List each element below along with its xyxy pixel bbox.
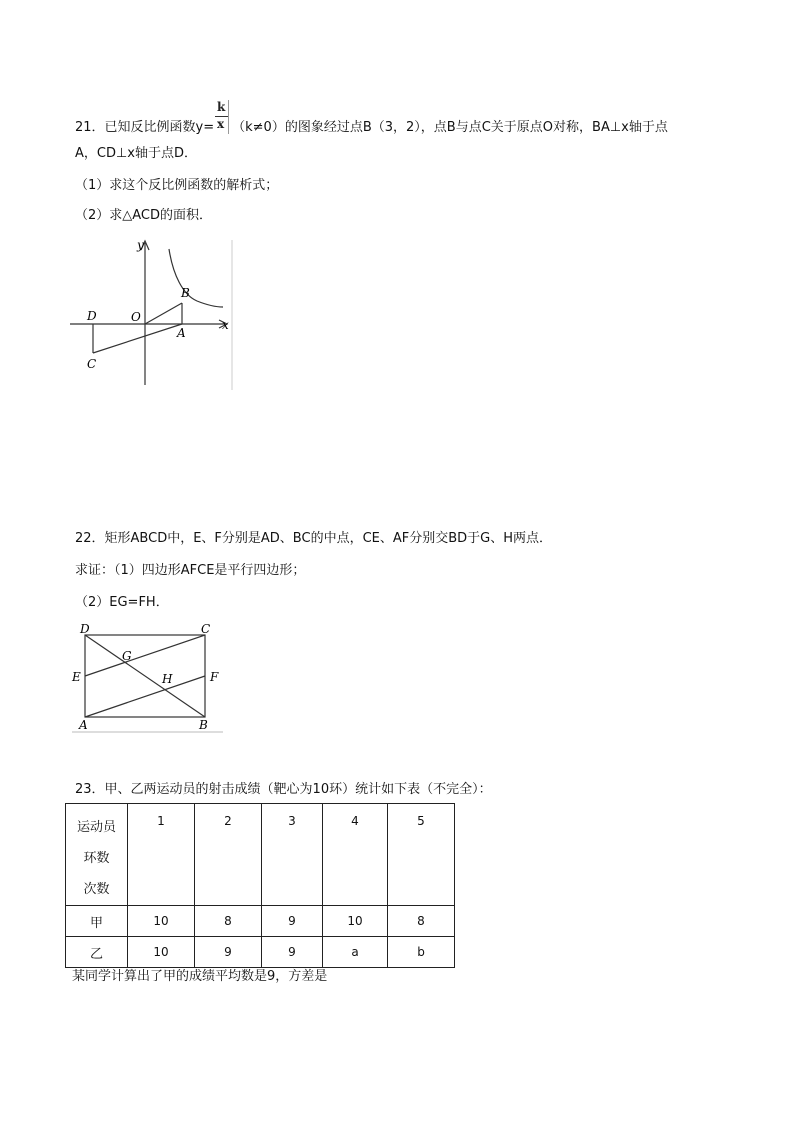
label-f: F — [210, 670, 219, 684]
col-4-label: 4 — [351, 814, 359, 828]
label-o: O — [131, 310, 141, 324]
segment-ec — [85, 635, 205, 676]
table-cell: 10 — [128, 937, 195, 968]
label-x: x — [222, 318, 229, 332]
col-3-label: 3 — [288, 814, 296, 828]
table-cell: b — [388, 937, 455, 968]
header-athlete: 运动员 — [76, 820, 116, 835]
table-cell: 9 — [262, 937, 323, 968]
diagonal-db — [85, 635, 205, 717]
scores-table — [65, 803, 455, 968]
q22-line3: （2）EG=FH． — [75, 595, 169, 610]
q23-line1: 23．甲、乙两运动员的射击成绩（靶心为10环）统计如下表（不完全）： — [75, 782, 492, 797]
label-b: B — [199, 718, 208, 732]
header-col-1 — [128, 804, 195, 906]
table-row — [66, 937, 455, 968]
q21-line2: A，CD⊥x轴于点D． — [75, 146, 198, 161]
q21-figure — [65, 235, 240, 395]
header-rings: 环数 — [83, 851, 110, 866]
segment-ob — [145, 303, 182, 324]
table-cell: 8 — [388, 906, 455, 937]
header-attempt: 次数 — [83, 882, 110, 897]
table-header-row — [66, 804, 455, 906]
col-1-label: 1 — [157, 814, 165, 828]
q21-part2: （2）求△ACD的面积． — [75, 208, 213, 223]
label-y: y — [137, 238, 144, 252]
q21-part1: （1）求这个反比例函数的解析式； — [75, 178, 279, 193]
table-cell: a — [323, 937, 388, 968]
table-cell: 10 — [128, 906, 195, 937]
header-col-4 — [323, 804, 388, 906]
label-g: G — [122, 649, 132, 663]
label-d: D — [80, 622, 90, 636]
label-a: A — [79, 718, 88, 732]
col-5-label: 5 — [417, 814, 425, 828]
label-e: E — [72, 670, 81, 684]
table-cell: 8 — [195, 906, 262, 937]
label-d: D — [87, 309, 97, 323]
table-row — [66, 906, 455, 937]
fraction-denominator: x — [217, 117, 225, 131]
q22-line2: 求证：（1）四边形AFCE是平行四边形； — [75, 563, 306, 578]
row-name: 甲 — [66, 906, 128, 937]
fraction-edge — [228, 100, 229, 134]
q23-after-text: 某同学计算出了甲的成绩平均数是9，方差是 — [72, 969, 328, 984]
label-c: C — [201, 622, 211, 636]
q22-line1: 22．矩形ABCD中，E、F分别是AD、BC的中点，CE、AF分别交BD于G、H两点． — [75, 531, 553, 546]
header-col-3 — [262, 804, 323, 906]
label-h: H — [162, 672, 173, 686]
q21-line1-prefix: 21．已知反比例函数y= — [75, 120, 215, 135]
header-col-5 — [388, 804, 455, 906]
header-stack-cell — [66, 804, 128, 906]
segment-ca — [93, 324, 182, 353]
fraction-numerator: k — [217, 100, 226, 114]
q21-line1 — [75, 119, 668, 137]
label-b: B — [181, 286, 190, 300]
table-cell: 9 — [262, 906, 323, 937]
label-c: C — [87, 357, 97, 371]
q22-figure — [68, 620, 228, 735]
table-cell: 10 — [323, 906, 388, 937]
header-col-2 — [195, 804, 262, 906]
hyperbola-curve — [169, 249, 223, 307]
q21-fraction-k-over-x — [215, 100, 229, 134]
row-name: 乙 — [66, 937, 128, 968]
q21-line1-suffix: （k≠0）的图象经过点B（3，2），点B与点C关于原点O对称，BA⊥x轴于点 — [232, 120, 668, 135]
table-cell: 9 — [195, 937, 262, 968]
segment-af — [85, 676, 205, 717]
col-2-label: 2 — [224, 814, 232, 828]
label-a: A — [177, 326, 186, 340]
